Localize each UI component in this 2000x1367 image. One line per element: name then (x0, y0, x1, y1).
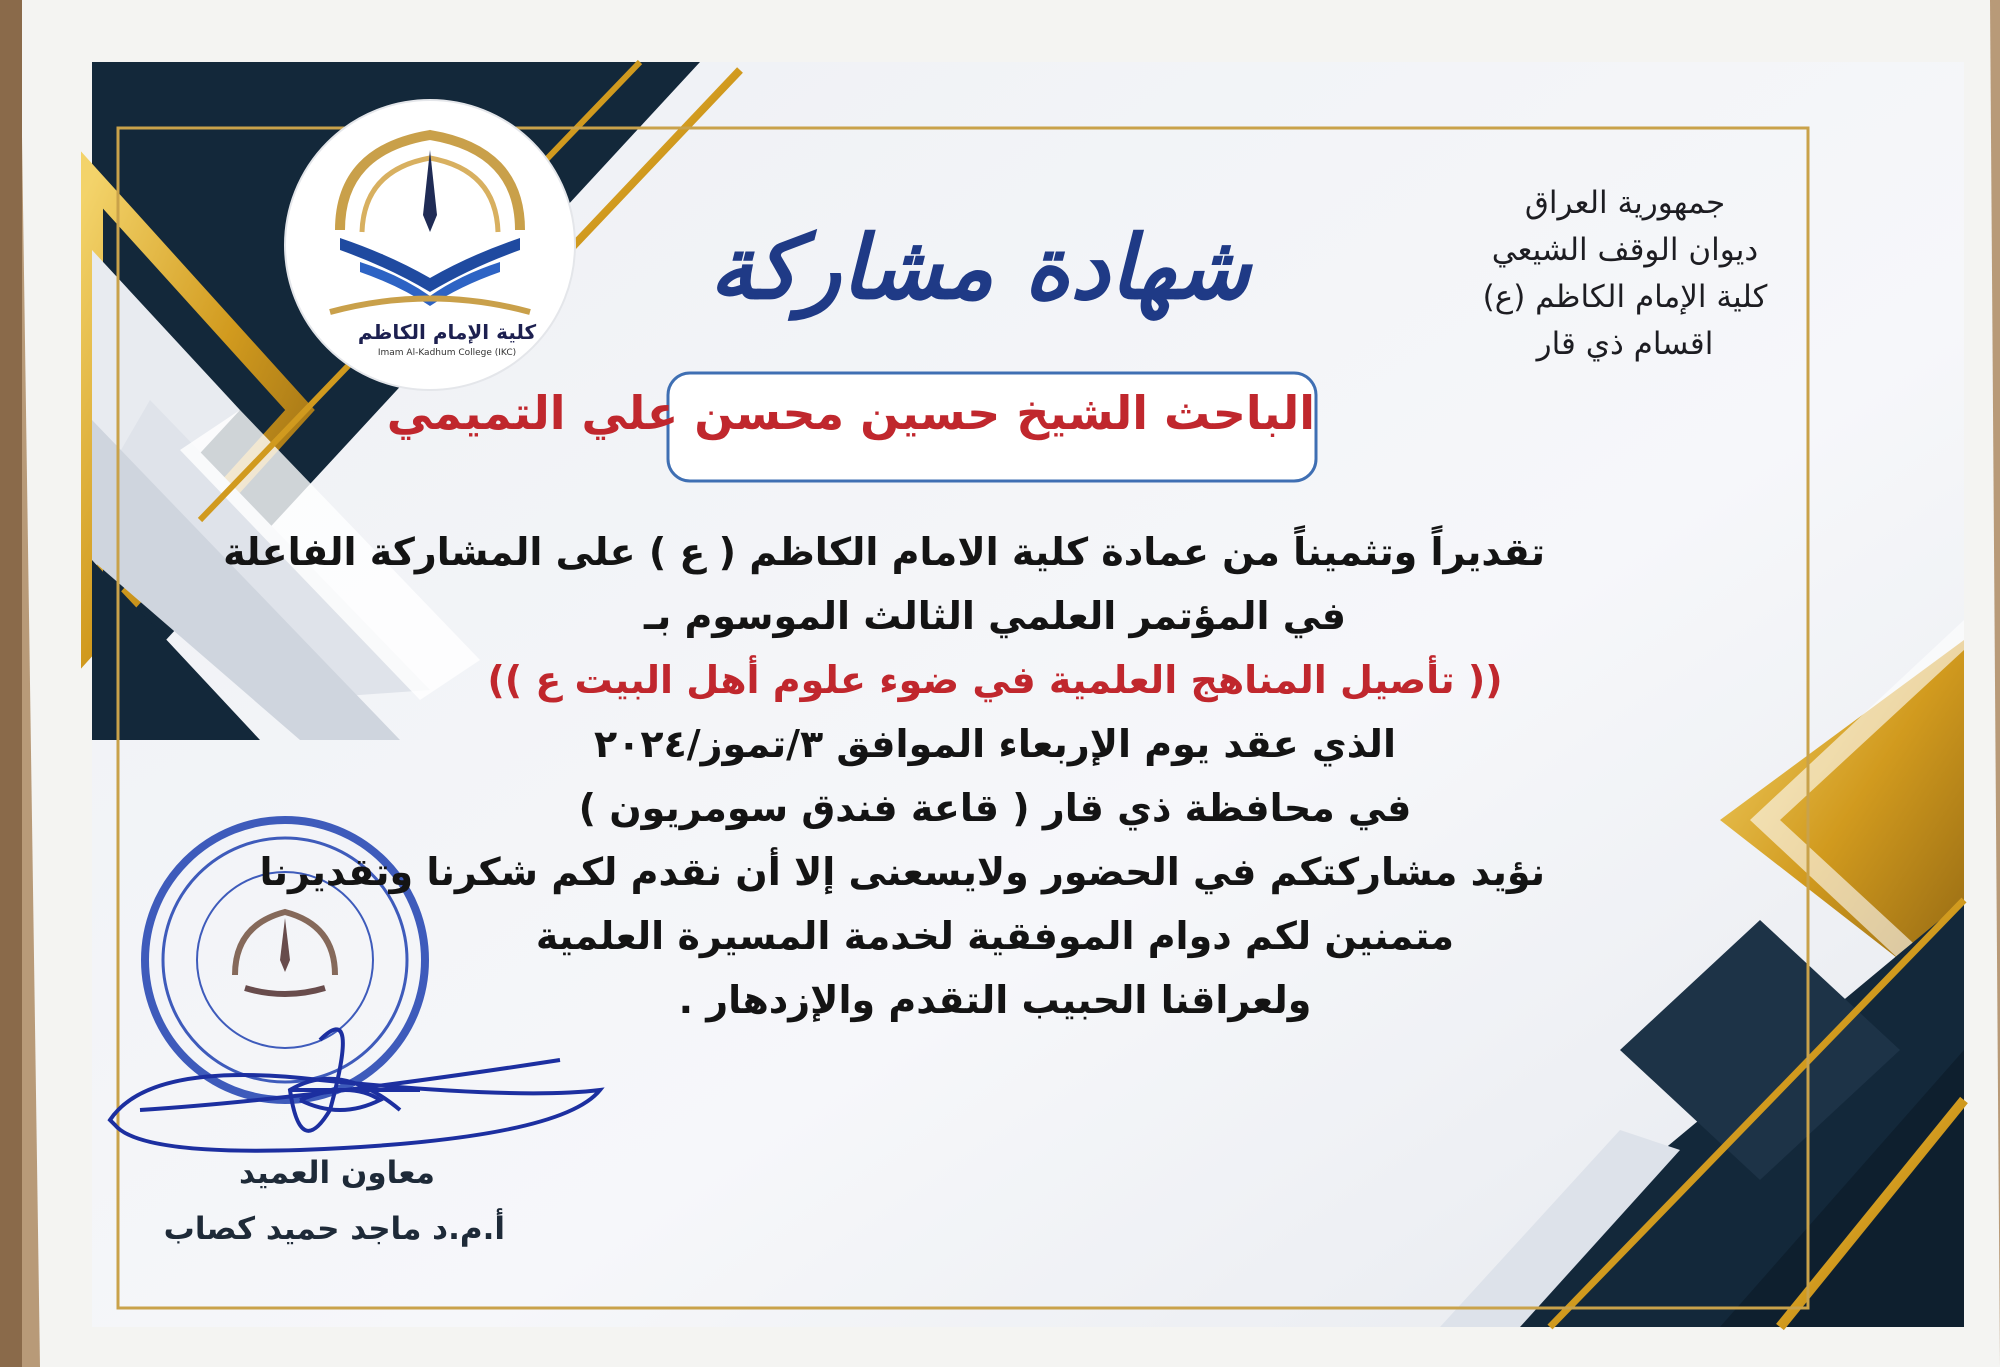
body-line-location: في محافظة ذي قار ( قاعة فندق سومريون ) (578, 786, 1412, 830)
logo-arabic-text: كلية الإمام الكاظم (357, 320, 537, 344)
body-line-2: في المؤتمر العلمي الثالث الموسوم بـ (643, 594, 1347, 638)
header-line-department: اقسام ذي قار (1536, 326, 1714, 362)
body-line-7: متمنين لكم دوام الموفقية لخدمة المسيرة العلمية (535, 914, 1455, 958)
body-line-1: تقديراً وتثميناً من عمادة كلية الامام الكاظم ( ع ) على المشاركة الفاعلة (223, 530, 1545, 574)
college-logo (285, 100, 575, 390)
issuer-header (1465, 180, 1785, 368)
body-line-8: ولعراقنا الحبيب التقدم والإزدهار . (678, 978, 1312, 1022)
header-line-country: جمهورية العراق (1524, 185, 1726, 221)
certificate-title: شهادة مشاركة (709, 215, 1251, 319)
logo-english-text: Imam Al-Kadhum College (IKC) (377, 348, 517, 358)
conference-title: (( تأصيل المناهج العلمية في ضوء علوم أهل البيت ع )) (487, 658, 1503, 702)
header-line-ministry: ديوان الوقف الشيعي (1491, 232, 1759, 268)
table-edge (0, 0, 22, 1367)
signature-block (45, 1145, 505, 1257)
signatory-role: معاون العميد (239, 1155, 435, 1191)
recipient-name: الباحث الشيخ حسين محسن علي التميمي (386, 386, 1315, 440)
body-line-6: نؤيد مشاركتكم في الحضور ولايسعنى إلا أن نقدم لكم شكرنا وتقديرنا (259, 850, 1545, 894)
body-line-date: الذي عقد يوم الإربعاء الموافق ٣/تموز/٢٠٢٤ (594, 722, 1396, 766)
header-line-college: كلية الإمام الكاظم (ع) (1482, 279, 1768, 315)
certificate-body (223, 520, 1545, 1032)
signatory-name: أ.م.د ماجد حميد كصاب (163, 1211, 505, 1247)
